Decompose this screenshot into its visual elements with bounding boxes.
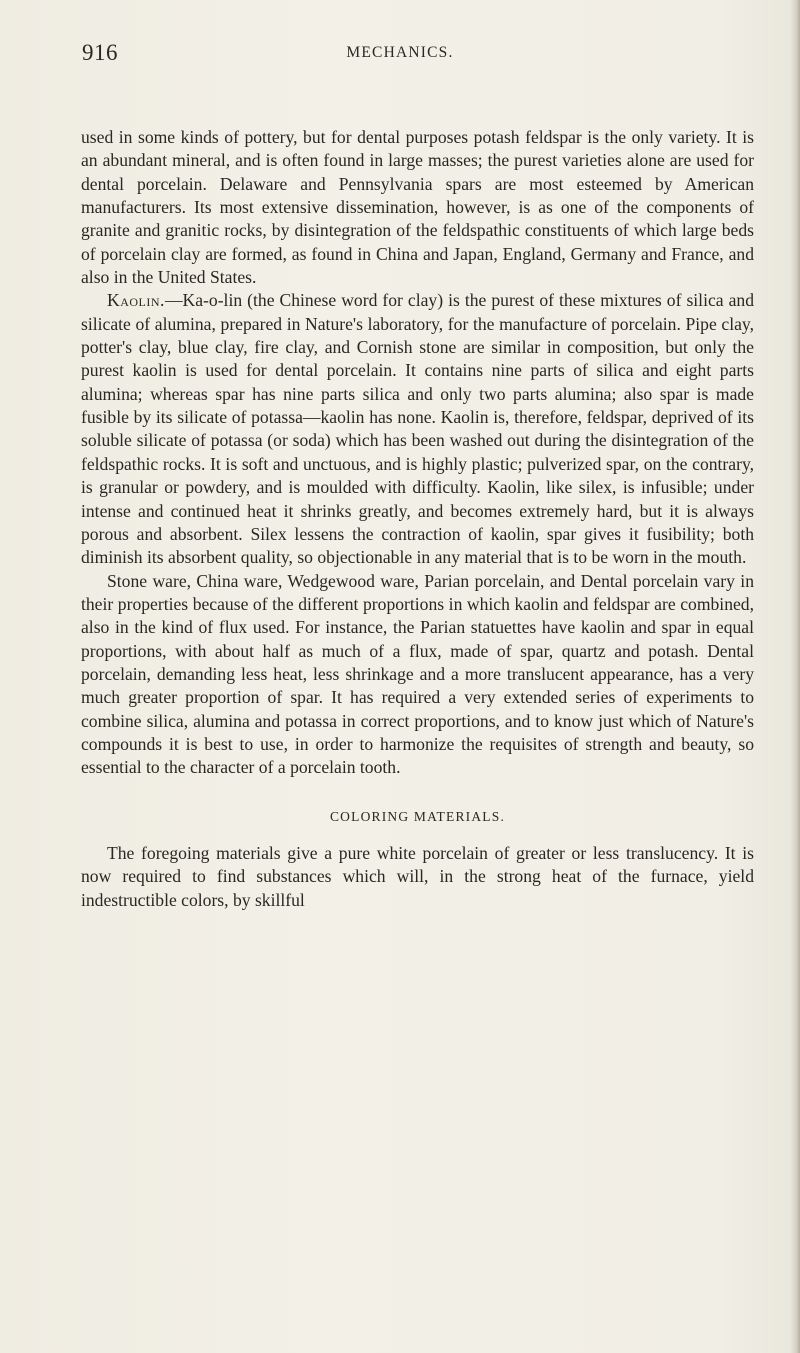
paragraph-porcelain-types: Stone ware, China ware, Wedgewood ware, Parian porcelain, and Dental porcelain vary in their properties because of the different proportions in which kaolin and feldspar are combined, also in the kind of flux used. For instance, the Parian statuettes have kaolin and spar in equal proportions, with about half as much of a flux, made of spar, quartz and potash. Dental porcelain, demanding less heat, less shrinkage and a more translucent appearance, has a very much greater proportion of spar. It has required a very extended series of experiments to combine silica, alumina and potassa in correct proportions, and to know just which of Nature's compounds it is best to use, in order to harmonize the requisites of strength and beauty, so essential to the character of a porcelain tooth. xyxy=(81,570,754,778)
paragraph-kaolin-text: —Ka-o-lin (the Chinese word for clay) is the purest of these mixtures of silica and silicate of alumina, prepared in Nature's laboratory, for the manufacture of porcelain. Pipe clay, potter's clay, blue clay, fire clay, and Cornish stone are similar in composition, but only the purest kaolin is used for dental porcelain. It contains nine parts of silica and eight parts alumina; whereas spar has nine parts silica and only two parts alumina; also spar is made fusible by its silicate of potassa—kaolin has none. Kaolin is, therefore, feldspar, deprived of its soluble silicate of potassa (or soda) which has been washed out during the disintegration of the feldspathic rocks. It is soft and unctuous, and is highly plastic; pulverized spar, on the contrary, is granular or powdery, and is moulded with difficulty. Kaolin, like silex, is infusible; under intense and continued heat it shrinks greatly, and becomes extremely hard, but it is always porous and absorbent. Silex lessens the contraction of kaolin, spar gives it fusibility; both diminish its absorbent quality, so objectionable in any material that is to be worn in the mouth. xyxy=(81,290,754,568)
paragraph-kaolin xyxy=(81,289,754,569)
paragraph-feldspar: used in some kinds of pottery, but for dental purposes potash feldspar is the only variety. It is an abundant mineral, and is often found in large masses; the purest varieties alone are used for dental porcelain. Delaware and Pennsylvania spars are most esteemed by American manufacturers. Its most extensive dissemination, however, is as one of the components of granite and granitic rocks, by disintegration of the feldspathic constituents of which large beds of porcelain clay are formed, as found in China and Japan, England, Germany and France, and also in the United States. xyxy=(81,127,754,288)
paragraph-coloring: The foregoing materials give a pure white porcelain of greater or less translucency. It is now required to find substances which will, in the strong heat of the furnace, yield indestructible colors, by skillful xyxy=(81,842,754,910)
running-title: MECHANICS. xyxy=(346,44,454,61)
page-header xyxy=(0,40,800,80)
section-heading-coloring-materials: COLORING MATERIALS. xyxy=(329,808,506,824)
page-number: 916 xyxy=(82,40,118,65)
kaolin-lead-term: Kaolin. xyxy=(107,290,165,311)
page-edge-shadow xyxy=(790,0,800,1353)
page-body xyxy=(81,126,754,912)
